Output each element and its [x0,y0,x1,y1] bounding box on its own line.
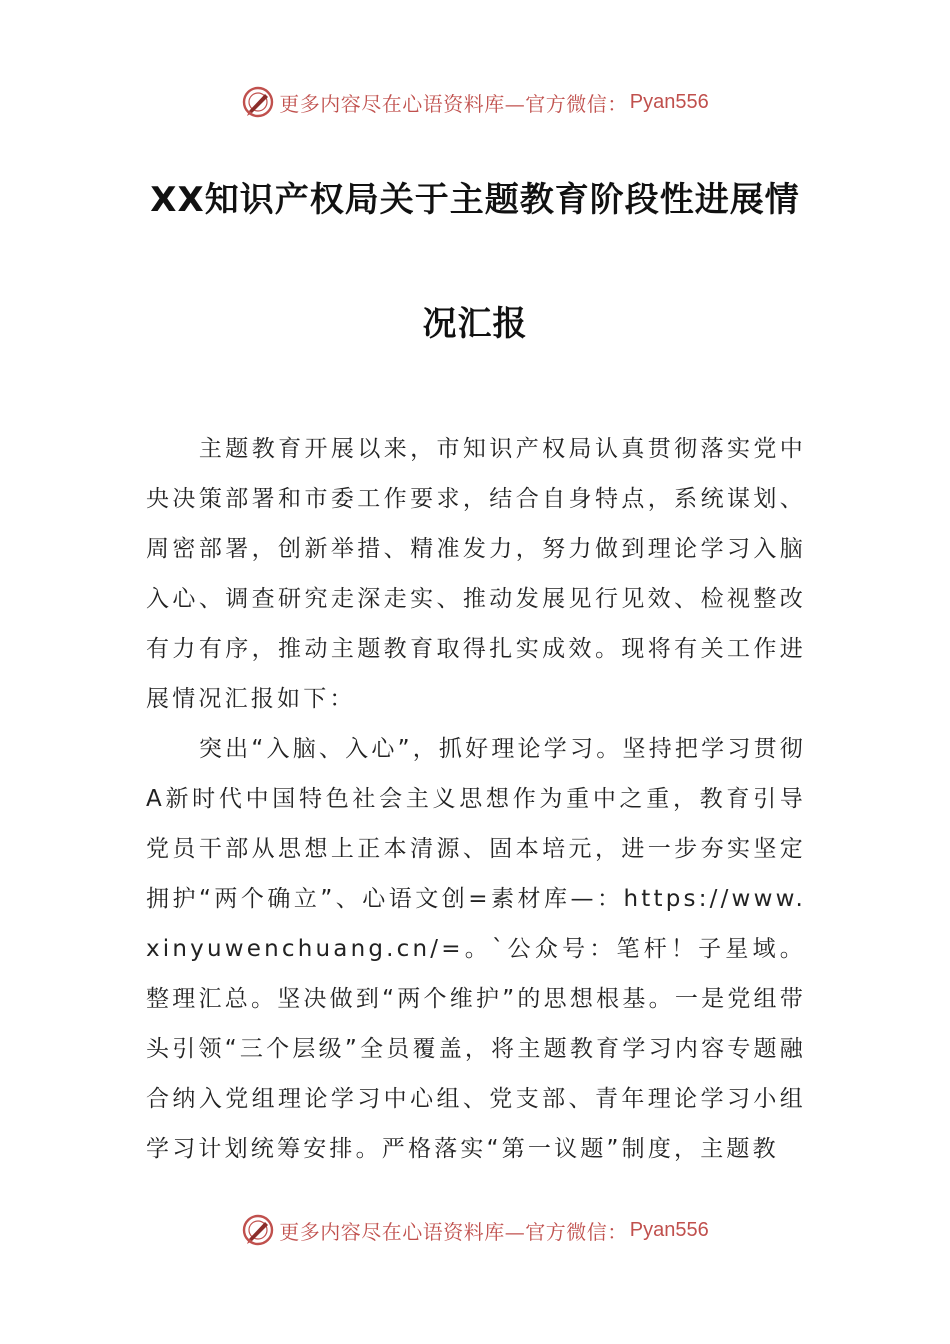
header-watermark-banner [0,82,950,122]
document-body [146,424,806,1174]
banner-wechat-id: Pyan556 [629,90,709,113]
banner-slogan: 更多内容尽在心语资料库—官方微信： [279,1219,628,1244]
pen-circle-logo-icon [241,85,275,119]
footer-watermark-banner [0,1210,950,1250]
body-paragraph-2: 突出“入脑、入心”，抓好理论学习。坚持把学习贯彻A新时代中国特色社会主义思想作为重中之重，教育引导党员干部从思想上正本清源、固本培元，进一步夯实坚定拥护“两个确立”、心语文创=素材库—：https://www.xinyuwenchuang.cn/=。`公众号：笔杆！子星域。整理汇总。坚决做到“两个维护”的思想根基。一是党组带头引领“三个层级”全员覆盖，将主题教育学习内容专题融合纳入党组理论学习中心组、党支部、青年理论学习小组学习计划统筹安排。严格落实“第一议题”制度，主题教 [146,736,806,1162]
body-paragraph-1: 主题教育开展以来，市知识产权局认真贯彻落实党中央决策部署和市委工作要求，结合自身特点，系统谋划、周密部署，创新举措、精准发力，努力做到理论学习入脑入心、调查研究走深走实、推动发展见行见效、检视整改有力有序，推动主题教育取得扎实成效。现将有关工作进展情况汇报如下： [146,436,806,712]
banner-slogan: 更多内容尽在心语资料库—官方微信： [279,91,628,116]
document-title-line-1: XX知识产权局关于主题教育阶段性进展情 [150,180,800,220]
banner-wechat-id: Pyan556 [629,1218,709,1241]
pen-circle-logo-icon [241,1213,275,1247]
document-title-line-2: 况汇报 [422,304,528,344]
